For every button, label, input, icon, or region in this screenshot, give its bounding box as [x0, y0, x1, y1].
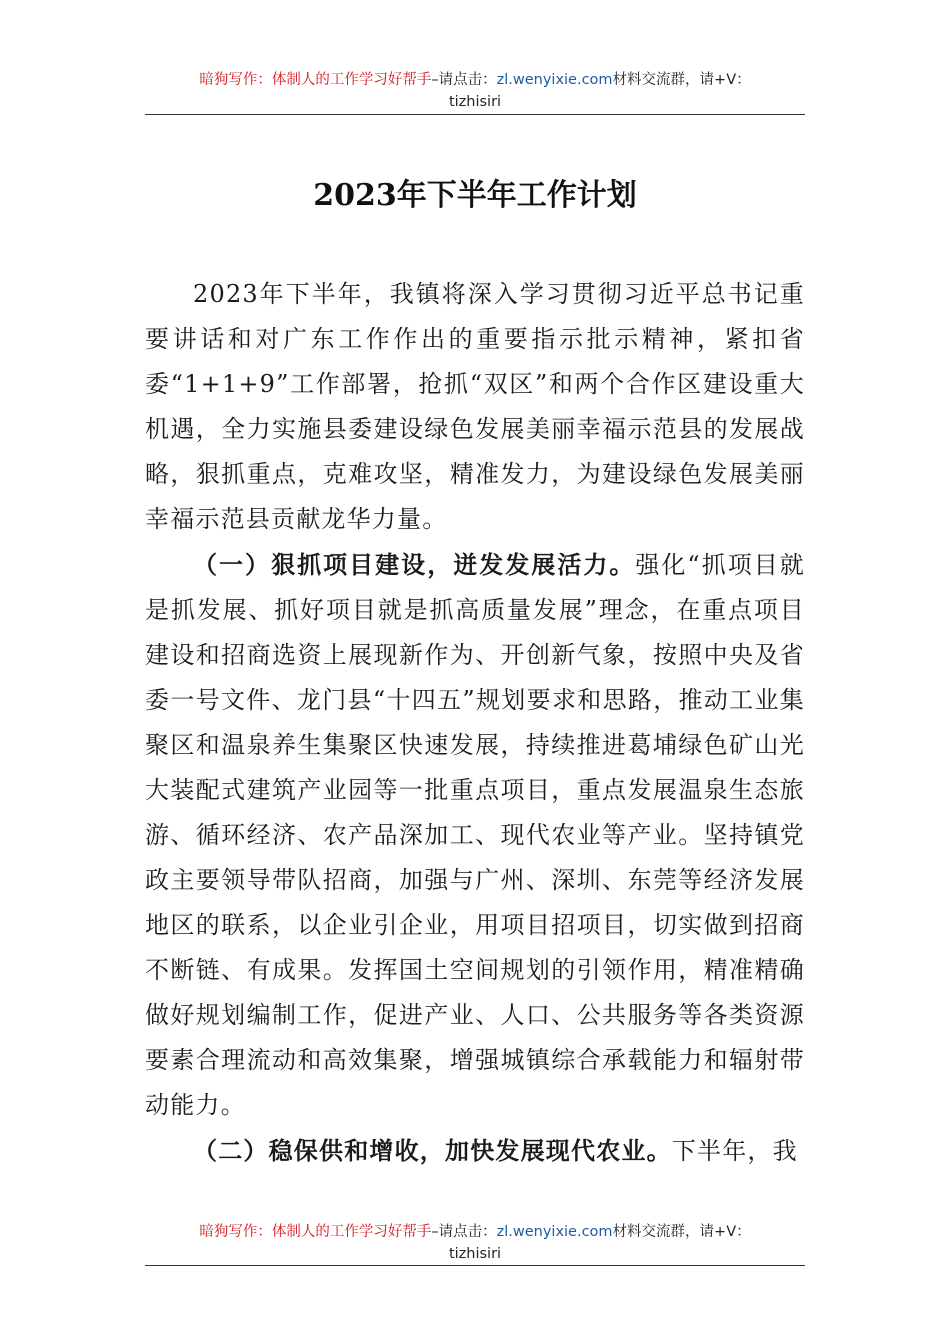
section-paragraph-1 [145, 542, 805, 1128]
document-title: 2023年下半年工作计划 [313, 178, 637, 213]
header-banner-line [145, 69, 805, 91]
footer-wechat-id: tizhisiri [448, 1246, 502, 1262]
footer-url-link[interactable]: zl.wenyixie.com [496, 1224, 613, 1240]
header-wechat-id: tizhisiri [448, 94, 502, 110]
header-click-prefix: –请点击： [431, 72, 497, 88]
section-paragraph-2 [145, 1128, 805, 1174]
section-heading-1: （一）狠抓项目建设，迸发发展活力。 [193, 550, 636, 579]
footer-click-prefix: –请点击： [431, 1224, 497, 1240]
section-text-2: 下半年，我 [671, 1137, 798, 1165]
document-body [145, 272, 805, 1174]
section-heading-2: （二）稳保供和增收，加快发展现代农业。 [193, 1136, 672, 1165]
header-url-link[interactable]: zl.wenyixie.com [496, 72, 613, 88]
footer-divider [145, 1265, 805, 1266]
header-suffix: 材料交流群，请+V： [612, 72, 751, 88]
footer-suffix: 材料交流群，请+V： [612, 1224, 751, 1240]
footer-brand: 暗狗写作：体制人的工作学习好帮手 [199, 1224, 432, 1240]
header-banner [145, 69, 805, 113]
intro-paragraph: 2023年下半年，我镇将深入学习贯彻习近平总书记重要讲话和对广东工作作出的重要指示批示精神，紧扣省委“1+1+9”工作部署，抢抓“双区”和两个合作区建设重大机遇，全力实施县委建设绿色发展美丽幸福示范县的发展战略，狠抓重点，克难攻坚，精准发力，为建设绿色发展美丽幸福示范县贡献龙华力量。 [145, 280, 805, 533]
footer-banner-line [145, 1221, 805, 1243]
header-divider [145, 114, 805, 115]
footer-banner [145, 1221, 805, 1265]
header-brand: 暗狗写作：体制人的工作学习好帮手 [199, 72, 432, 88]
section-text-1: 强化“抓项目就是抓发展、抓好项目就是抓高质量发展”理念，在重点项目建设和招商选资上展现新作为、开创新气象，按照中央及省委一号文件、龙门县“十四五”规划要求和思路，推动工业集聚区和温泉养生集聚区快速发展，持续推进葛埔绿色矿山光大装配式建筑产业园等一批重点项目，重点发展温泉生态旅游、循环经济、农产品深加工、现代农业等产业。坚持镇党政主要领导带队招商，加强与广州、深圳、东莞等经济发展地区的联系，以企业引企业，用项目招项目，切实做到招商不断链、有成果。发挥国土空间规划的引领作用，精准精确做好规划编制工作，促进产业、人口、公共服务等各类资源要素合理流动和高效集聚，增强城镇综合承载能力和辐射带动能力。 [145, 551, 805, 1119]
